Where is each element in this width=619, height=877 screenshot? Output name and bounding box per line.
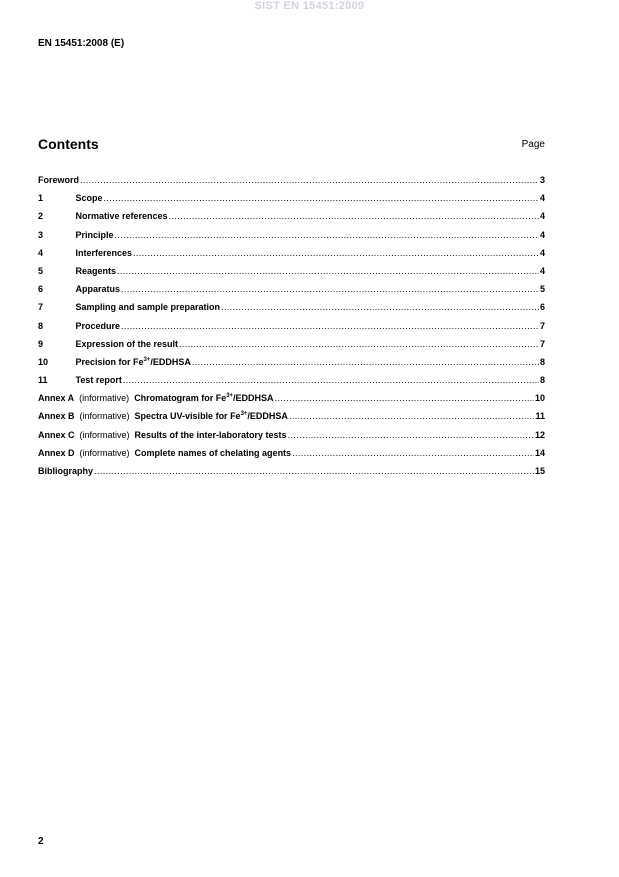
toc-leader	[104, 193, 539, 203]
toc-page: 4	[539, 229, 545, 240]
toc-number: 6	[38, 284, 44, 295]
toc-title: Reagents	[75, 265, 117, 276]
superscript-charge: 3+	[226, 393, 234, 400]
toc-entry-bibliography[interactable]	[38, 466, 545, 484]
toc-title: Results of the inter-laboratory tests	[134, 429, 287, 440]
toc-title: Foreword	[38, 175, 80, 185]
toc-page: 3	[539, 175, 545, 185]
toc-number: 5	[38, 265, 44, 276]
toc-title: Scope	[75, 193, 103, 204]
toc-number: 11	[38, 375, 48, 386]
toc-page: 7	[539, 320, 545, 331]
toc-leader	[289, 411, 535, 421]
toc-page: 11	[535, 411, 545, 422]
toc-entry-precision[interactable]	[38, 357, 545, 375]
toc-leader	[121, 284, 539, 294]
toc-title: Complete names of chelating agents	[134, 447, 292, 458]
toc-number: 1	[38, 193, 44, 204]
toc-page: 4	[539, 247, 545, 258]
toc-page: 7	[539, 338, 545, 349]
toc-title-part: Precision for Fe	[75, 356, 144, 367]
toc-entry-annex-a[interactable]	[38, 393, 545, 411]
toc-entry-test-report[interactable]	[38, 375, 545, 393]
toc-leader	[169, 211, 539, 221]
annex-label: Annex A	[38, 393, 75, 404]
annex-label: Annex C	[38, 429, 75, 440]
toc-title	[135, 411, 288, 421]
toc-title: Bibliography	[38, 466, 94, 476]
superscript-charge: 3+	[240, 411, 248, 418]
toc-page: 4	[539, 211, 545, 222]
toc-entry-reagents[interactable]	[38, 266, 545, 284]
toc-title-part: Chromatogram for Fe	[134, 393, 227, 404]
toc-entry-foreword[interactable]	[38, 175, 545, 193]
annex-kind: (informative)	[79, 393, 130, 404]
toc-entry-sampling[interactable]	[38, 302, 545, 320]
toc-leader	[115, 230, 539, 240]
toc-entry-expression-of-result[interactable]	[38, 339, 545, 357]
toc-title: Sampling and sample preparation	[75, 302, 221, 313]
toc-number: 10	[38, 356, 49, 367]
annex-kind: (informative)	[79, 429, 130, 440]
document-id: EN 15451:2008 (E)	[38, 38, 125, 49]
toc-title: Normative references	[75, 211, 168, 222]
toc-entry-procedure[interactable]	[38, 321, 545, 339]
toc-leader	[192, 357, 539, 367]
toc-entry-normative-references[interactable]	[38, 211, 545, 229]
toc-entry-principle[interactable]	[38, 230, 545, 248]
toc-leader	[221, 302, 539, 312]
toc-page: 4	[539, 265, 545, 276]
toc-leader	[123, 375, 539, 385]
watermark: SIST EN 15451:2009	[254, 0, 365, 12]
toc-page: 10	[534, 393, 545, 404]
toc-leader	[179, 339, 539, 349]
superscript-charge: 3+	[143, 356, 151, 363]
toc-title-part: /EDDHSA	[247, 411, 288, 422]
toc-number: 2	[38, 211, 44, 222]
toc-title-part: Spectra UV-visible for Fe	[134, 411, 241, 422]
toc-leader	[288, 430, 534, 440]
toc-title: Test report	[75, 375, 122, 386]
toc-page: 5	[539, 284, 545, 295]
toc-number: 8	[38, 320, 44, 331]
toc-page: 8	[539, 375, 545, 386]
annex-kind: (informative)	[79, 447, 130, 458]
toc-title: Interferences	[75, 247, 133, 258]
toc-leader	[94, 466, 534, 476]
toc-title: Expression of the result	[75, 338, 179, 349]
page-number: 2	[38, 836, 44, 847]
toc-number: 9	[38, 338, 44, 349]
toc-entry-interferences[interactable]	[38, 248, 545, 266]
toc-entry-scope[interactable]	[38, 193, 545, 211]
toc-number: 3	[38, 229, 44, 240]
annex-kind: (informative)	[79, 411, 130, 422]
toc-title: Apparatus	[75, 284, 121, 295]
toc-entry-annex-c[interactable]	[38, 430, 545, 448]
toc-page: 12	[534, 429, 545, 440]
toc-entry-apparatus[interactable]	[38, 284, 545, 302]
annex-label: Annex B	[38, 411, 75, 422]
toc-page: 6	[539, 302, 545, 313]
toc-title: Procedure	[75, 320, 121, 331]
contents-heading: Contents	[38, 136, 99, 152]
toc-title	[134, 393, 273, 403]
toc-title: Principle	[75, 229, 114, 240]
toc-number: 4	[38, 247, 44, 258]
toc-title	[76, 357, 191, 367]
toc-entry-annex-d[interactable]	[38, 448, 545, 466]
toc-entry-annex-b[interactable]	[38, 411, 545, 429]
toc-leader	[133, 248, 539, 258]
page-column-label: Page	[521, 139, 545, 150]
table-of-contents	[38, 175, 545, 484]
toc-leader	[121, 321, 539, 331]
toc-leader	[80, 175, 539, 185]
toc-title-part: /EDDHSA	[233, 393, 274, 404]
toc-leader	[117, 266, 539, 276]
toc-page: 15	[534, 466, 545, 476]
toc-title-part: /EDDHSA	[150, 356, 191, 367]
toc-leader	[292, 448, 534, 458]
toc-number: 7	[38, 302, 44, 313]
annex-label: Annex D	[38, 447, 75, 458]
toc-page: 14	[534, 447, 545, 458]
toc-page: 4	[539, 193, 545, 204]
toc-leader	[275, 393, 534, 403]
toc-page: 8	[539, 356, 545, 367]
